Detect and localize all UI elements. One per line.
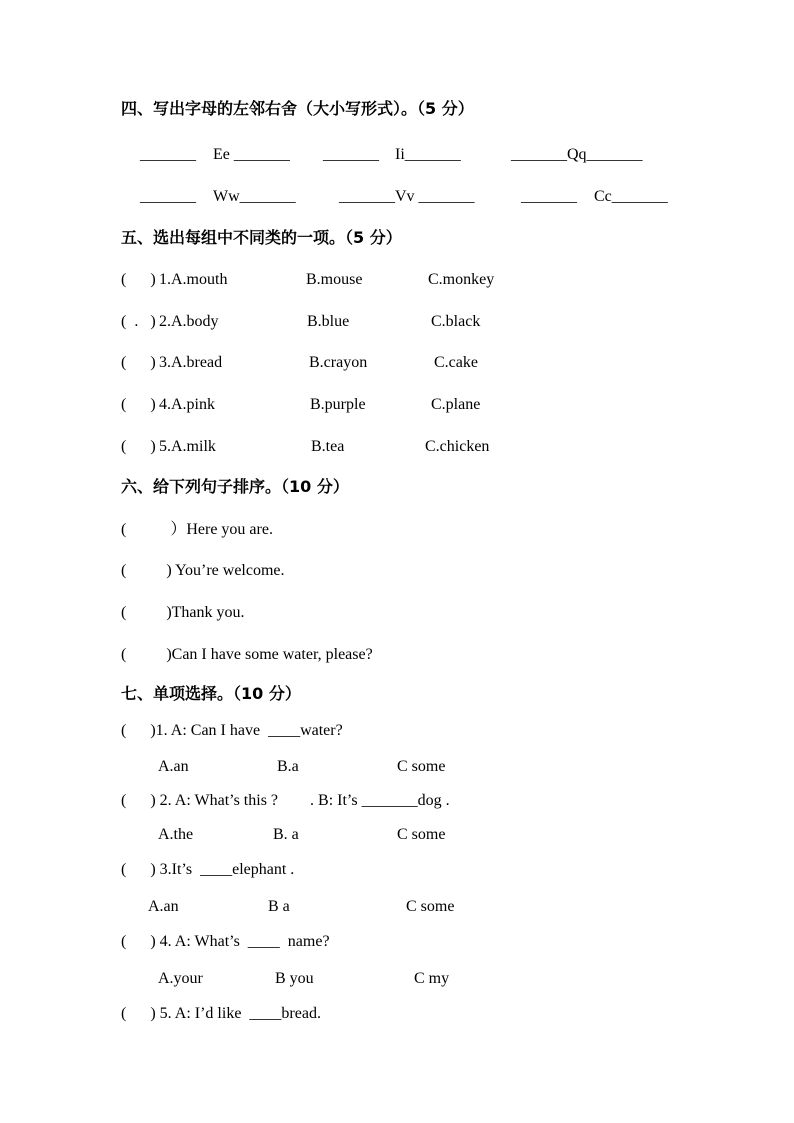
option-c: C my (414, 970, 450, 987)
option-b: B.blue (307, 313, 350, 330)
letter-blank: _______ (521, 188, 577, 205)
option-c: C.plane (431, 396, 481, 413)
option-c: C.black (431, 313, 481, 330)
option-a: 4.A.pink (159, 396, 215, 413)
answer-paren: ( ) (121, 271, 156, 288)
letter-blank: Ww_______ (213, 188, 296, 205)
letter-blank: _______ (140, 188, 196, 205)
option-a: 1.A.mouth (159, 271, 228, 288)
answer-paren: ( . ) (121, 313, 156, 330)
letter-blank: _______ (323, 146, 379, 163)
option-a: 2.A.body (159, 313, 219, 330)
option-a: A.your (158, 970, 203, 987)
option-a: A.the (158, 826, 194, 843)
ordering-item: ( ) You’re welcome. (121, 562, 285, 579)
letter-blank: _______Qq_______ (511, 146, 643, 163)
option-c: C some (397, 758, 446, 775)
section-4-title: 四、写出字母的左邻右舍（大小写形式）。（5 分） (121, 99, 474, 118)
question: ( )1. A: Can I have ____water? (121, 722, 343, 739)
option-c: C.cake (434, 354, 478, 371)
option-a: A.an (158, 758, 189, 775)
option-c: C.monkey (428, 271, 495, 288)
section-7-title: 七、单项选择。（10 分） (121, 684, 301, 703)
option-b: B.crayon (309, 354, 368, 371)
question: ( ) 2. A: What’s this ? . B: It’s _______dog . (121, 792, 450, 809)
option-a: A.an (148, 898, 179, 915)
option-b: B.mouse (306, 271, 363, 288)
answer-paren: ( ) (121, 438, 156, 455)
section-5-title: 五、选出每组中不同类的一项。（5 分） (121, 228, 402, 247)
option-b: B. a (273, 826, 299, 843)
letter-blank: Ii_______ (395, 146, 461, 163)
letter-blank: _______ (140, 146, 196, 163)
ordering-item: ( ）Here you are. (121, 521, 273, 538)
option-c: C.chicken (425, 438, 490, 455)
answer-paren: ( ) (121, 354, 156, 371)
option-a: 3.A.bread (159, 354, 223, 371)
option-b: B a (268, 898, 290, 915)
option-a: 5.A.milk (159, 438, 216, 455)
section-6-title: 六、给下列句子排序。（10 分） (121, 477, 349, 496)
letter-blank: Cc_______ (594, 188, 668, 205)
option-b: B.a (277, 758, 299, 775)
answer-paren: ( ) (121, 396, 156, 413)
option-c: C some (406, 898, 455, 915)
question: ( ) 4. A: What’s ____ name? (121, 933, 330, 950)
option-c: C some (397, 826, 446, 843)
option-b: B.tea (311, 438, 345, 455)
ordering-item: ( )Can I have some water, please? (121, 646, 373, 663)
ordering-item: ( )Thank you. (121, 604, 245, 621)
option-b: B you (275, 970, 314, 987)
letter-blank: Ee _______ (213, 146, 290, 163)
question: ( ) 3.It’s ____elephant . (121, 861, 295, 878)
option-b: B.purple (310, 396, 366, 413)
letter-blank: _______Vv _______ (339, 188, 475, 205)
question: ( ) 5. A: I’d like ____bread. (121, 1005, 321, 1022)
